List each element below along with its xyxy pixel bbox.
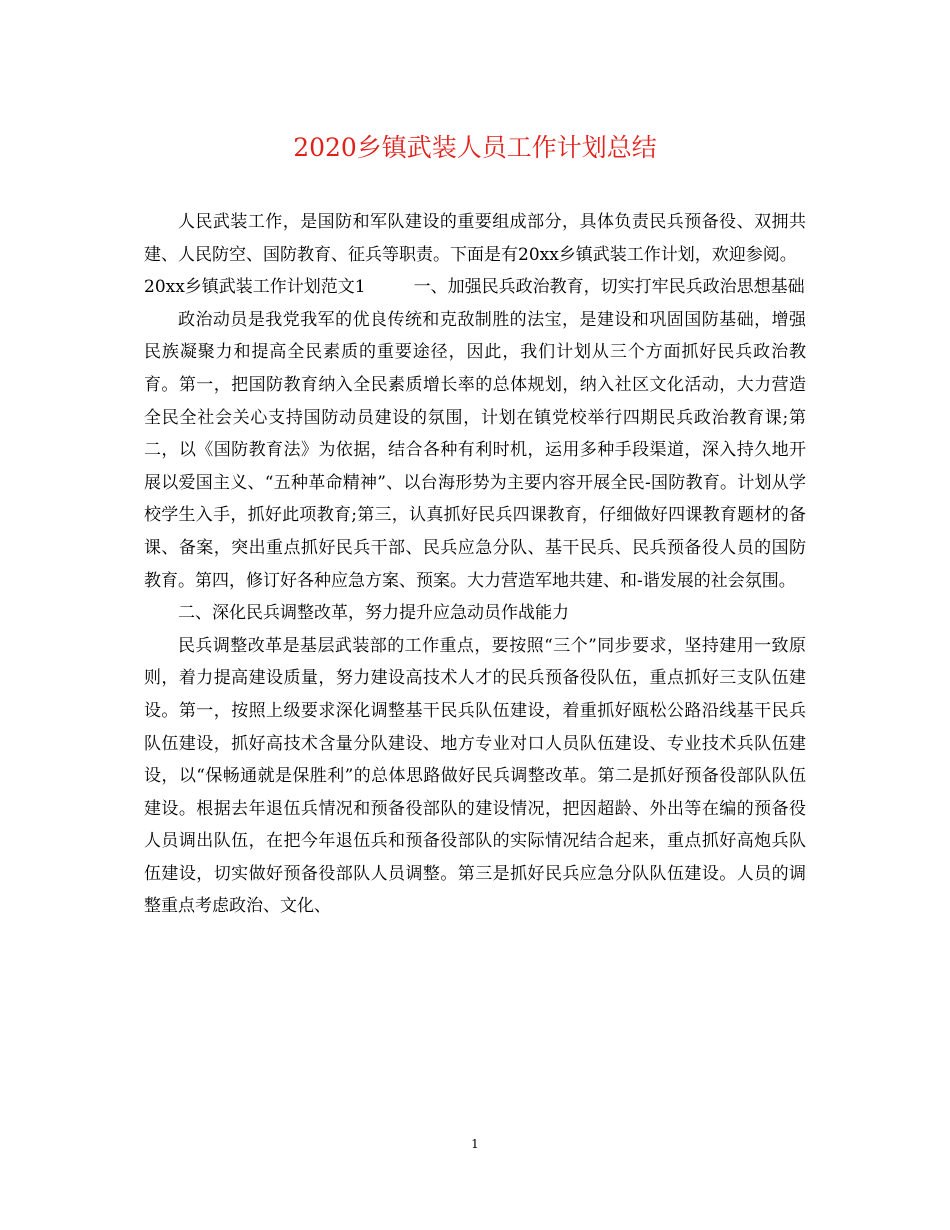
page-number: 1 [471,1137,479,1151]
section-one-heading: 一、加强民兵政治教育，切实打牢民兵政治思想基础 [413,277,805,298]
document-body [144,206,806,923]
document-title: 2020乡镇武装人员工作计划总结 [293,133,657,162]
plan-example-label: 20xx乡镇武装工作计划范文1 [144,277,366,298]
section-two-heading: 二、深化民兵调整改革，努力提升应急动员作战能力 [178,603,569,624]
section-one-paragraph: 政治动员是我党我军的优良传统和克敌制胜的法宝，是建设和巩固国防基础，增强民族凝聚力和提高全民素质的重要途径，因此，我们计划从三个方面抓好民兵政治教育。第一，把国防教育纳入全民素质增长率的总体规划，纳入社区文化活动，大力营造全民全社会关心支持国防动员建设的氛围，计划在镇党校举行四期民兵政治教育课;第二，以《国防教育法》为依据，结合各种有利时机，运用多种手段渠道，深入持久地开展以爱国主义、“五种革命精神”、以台海形势为主要内容开展全民-国防教育。计划从学校学生入手，抓好此项教育;第三，认真抓好民兵四课教育，仔细做好四课教育题材的备课、备案，突出重点抓好民兵干部、民兵应急分队、基干民兵、民兵预备役人员的国防教育。第四，修订好各种应急方案、预案。大力营造军地共建、和-谐发展的社会氛围。 [144,309,806,591]
subtitle-line [144,271,806,304]
intro-paragraph: 人民武装工作，是国防和军队建设的重要组成部分，具体负责民兵预备役、双拥共建、人民防空、国防教育、征兵等职责。下面是有20xx乡镇武装工作计划，欢迎参阅。 [144,212,806,265]
section-two-paragraph: 民兵调整改革是基层武装部的工作重点，要按照“三个”同步要求，坚持建用一致原则，着力提高建设质量，努力建设高技术人才的民兵预备役队伍，重点抓好三支队伍建设。第一，按照上级要求深化调整基干民兵队伍建设，着重抓好瓯松公路沿线基干民兵队伍建设，抓好高技术含量分队建设、地方专业对口人员队伍建设、专业技术兵队伍建设，以“保畅通就是保胜利”的总体思路做好民兵调整改革。第二是抓好预备役部队队伍建设。根据去年退伍兵情况和预备役部队的建设情况，把因超龄、外出等在编的预备役人员调出队伍，在把今年退伍兵和预备役部队的实际情况结合起来，重点抓好高炮兵队伍建设，切实做好预备役部队人员调整。第三是抓好民兵应急分队队伍建设。人员的调整重点考虑政治、文化、 [144,635,806,917]
